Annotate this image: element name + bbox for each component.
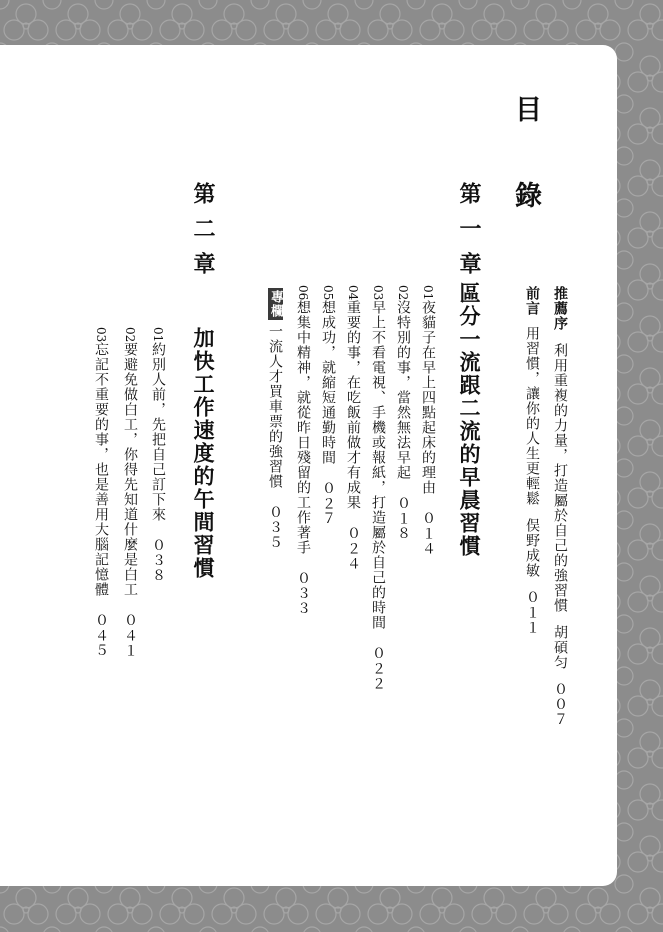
- entry-page: ０１８: [395, 496, 411, 542]
- entry-page: ０２２: [370, 646, 386, 692]
- entry-text: 沒特別的事，當然無法早起: [395, 300, 411, 481]
- chapter2-title: 加快工作速度的午間習慣: [191, 327, 216, 580]
- entry-text: 想成功，就縮短通勤時間: [320, 300, 336, 466]
- preface-label: 前言: [524, 286, 540, 316]
- preface-author: 俣野成敏: [524, 518, 540, 578]
- toc-page: [0, 45, 617, 886]
- entry-page: ０４５: [93, 613, 109, 659]
- entry-number: 01: [421, 285, 435, 301]
- ch1-entry-01[interactable]: [421, 285, 435, 556]
- entry-page: ０３８: [150, 538, 166, 584]
- recommend-entry[interactable]: [553, 286, 567, 727]
- ch1-entry-06[interactable]: [296, 285, 310, 616]
- entry-page: ０２４: [345, 526, 361, 572]
- entry-number: 02: [396, 285, 410, 301]
- recommend-author: 胡碩匀: [552, 625, 568, 670]
- column-badge: 專欄: [268, 290, 283, 318]
- column-page: ０３５: [267, 505, 283, 550]
- chapter1-number: 第一章: [456, 182, 482, 287]
- chapter1-title: 區分一流跟二流的早晨習慣: [457, 282, 482, 558]
- ch2-entry-02[interactable]: [123, 327, 137, 658]
- entry-text: 夜貓子在早上四點起床的理由: [420, 300, 436, 496]
- entry-number: 06: [296, 285, 310, 301]
- entry-text: 要避免做白工，你得先知道什麼是白工: [122, 342, 138, 598]
- entry-number: 03: [94, 327, 108, 343]
- entry-number: 04: [346, 285, 360, 301]
- entry-text: 約別人前，先把自己訂下來: [150, 342, 166, 523]
- entry-text: 重要的事，在吃飯前做才有成果: [345, 300, 361, 511]
- ch2-entry-01[interactable]: [151, 327, 165, 583]
- ch1-entry-05[interactable]: [321, 285, 335, 526]
- entry-number: 01: [151, 327, 165, 343]
- entry-page: ０２７: [320, 481, 336, 527]
- entry-page: ０４１: [122, 613, 138, 659]
- preface-page: ０１１: [524, 590, 540, 635]
- ch1-entry-03[interactable]: [371, 285, 385, 691]
- preface-entry[interactable]: [525, 286, 539, 635]
- entry-text: 早上不看電視、手機或報紙，打造屬於自己的時間: [370, 300, 386, 631]
- ch1-entry-04[interactable]: [346, 285, 360, 571]
- entry-number: 05: [321, 285, 335, 301]
- entry-page: ０１４: [420, 511, 436, 557]
- entry-number: 03: [371, 285, 385, 301]
- entry-number: 02: [123, 327, 137, 343]
- recommend-label: 推薦序: [552, 286, 568, 331]
- ch1-entry-02[interactable]: [396, 285, 410, 541]
- entry-page: ０３３: [295, 571, 311, 617]
- column-text: 一流人才買車票的強習慣: [267, 324, 283, 489]
- recommend-text: 利用重複的力量，打造屬於自己的強習慣: [552, 343, 568, 613]
- preface-text: 用習慣，讓你的人生更輕鬆: [524, 326, 540, 506]
- ch2-entry-03[interactable]: [94, 327, 108, 658]
- entry-text: 忘記不重要的事，也是善用大腦記憶體: [93, 342, 109, 598]
- recommend-page: ００７: [552, 682, 568, 727]
- chapter2-number: 第二章: [190, 182, 216, 287]
- entry-text: 想集中精神，就從昨日殘留的工作著手: [295, 300, 311, 556]
- toc-title: 目 錄: [510, 95, 541, 222]
- ch1-column-entry[interactable]: [268, 288, 283, 550]
